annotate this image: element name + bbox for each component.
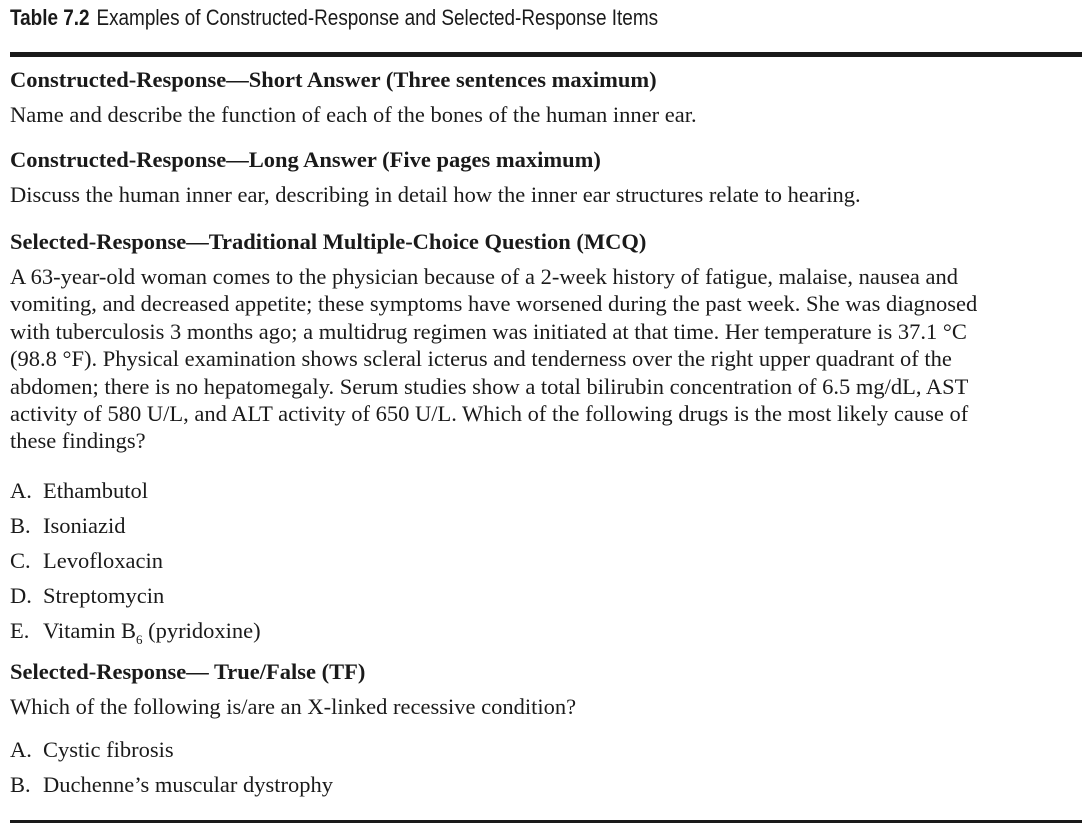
option-letter: A.: [10, 736, 32, 762]
option-text: Vitamin B: [43, 617, 137, 643]
section-text-long-answer: Discuss the human inner ear, describing in detail how the inner ear structures relate to hearing.: [10, 182, 861, 207]
table-number: Table 7.2: [10, 5, 90, 30]
section-heading-long-answer: Constructed-Response—Long Answer (Five pages maximum): [10, 147, 601, 172]
mcq-stem-line: A 63-year-old woman comes to the physician because of a 2-week history of fatigue, malaise, nausea and: [10, 264, 958, 289]
table-title: Examples of Constructed-Response and Selected-Response Items: [96, 5, 659, 30]
option-letter: B.: [10, 771, 31, 797]
option-letter: B.: [10, 512, 31, 538]
section-heading-mcq: Selected-Response—Traditional Multiple-Choice Question (MCQ): [10, 229, 647, 254]
mcq-option-b: [10, 508, 1078, 543]
mcq-option-c: [10, 543, 1078, 578]
mcq-stem-line: activity of 580 U/L, and ALT activity of 650 U/L. Which of the following drugs is the most likely cause of: [10, 401, 969, 427]
table-body: [10, 66, 1078, 802]
section-text-true-false: Which of the following is/are an X-linked recessive condition?: [10, 693, 577, 719]
top-rule: [10, 52, 1082, 57]
option-letter: C.: [10, 547, 31, 573]
option-letter: E.: [10, 617, 30, 643]
mcq-stem-line: (98.8 °F). Physical examination shows scleral icterus and tenderness over the right upper quadrant of the: [10, 346, 952, 372]
option-text: Isoniazid: [43, 512, 126, 538]
mcq-stem-line: vomiting, and decreased appetite; these symptoms have worsened during the past week. She was diagnosed: [10, 291, 978, 317]
option-suffix: (pyridoxine): [142, 617, 261, 643]
option-text: Streptomycin: [43, 582, 165, 608]
section-heading-true-false: Selected-Response— True/False (TF): [10, 658, 366, 684]
option-text: Ethambutol: [43, 477, 148, 503]
tf-option-a: [10, 732, 1078, 767]
section-heading-short-answer: Constructed-Response—Short Answer (Three sentences maximum): [10, 67, 657, 92]
mcq-stem-line: these findings?: [10, 428, 146, 454]
table-caption: [10, 5, 658, 31]
mcq-option-e: [10, 613, 1078, 648]
mcq-option-d: [10, 578, 1078, 613]
option-letter: A.: [10, 477, 32, 503]
option-text: Levofloxacin: [43, 547, 163, 573]
option-letter: D.: [10, 582, 32, 608]
bottom-rule: [10, 820, 1082, 823]
mcq-option-a: [10, 473, 1078, 508]
mcq-stem: [10, 263, 1078, 455]
option-text: Duchenne’s muscular dystrophy: [43, 771, 333, 797]
tf-options: [10, 732, 1078, 802]
option-subscript: 6: [136, 631, 143, 647]
mcq-options: [10, 473, 1078, 648]
tf-option-b: [10, 767, 1078, 802]
mcq-stem-line: with tuberculosis 3 months ago; a multidrug regimen was initiated at that time. Her temperature is 37.1 °C: [10, 318, 967, 344]
mcq-stem-line: abdomen; there is no hepatomegaly. Serum studies show a total bilirubin concentration of 6.5 mg/dL, AST: [10, 373, 969, 399]
option-text: Cystic fibrosis: [43, 736, 174, 762]
section-text-short-answer: Name and describe the function of each of the bones of the human inner ear.: [10, 102, 697, 127]
